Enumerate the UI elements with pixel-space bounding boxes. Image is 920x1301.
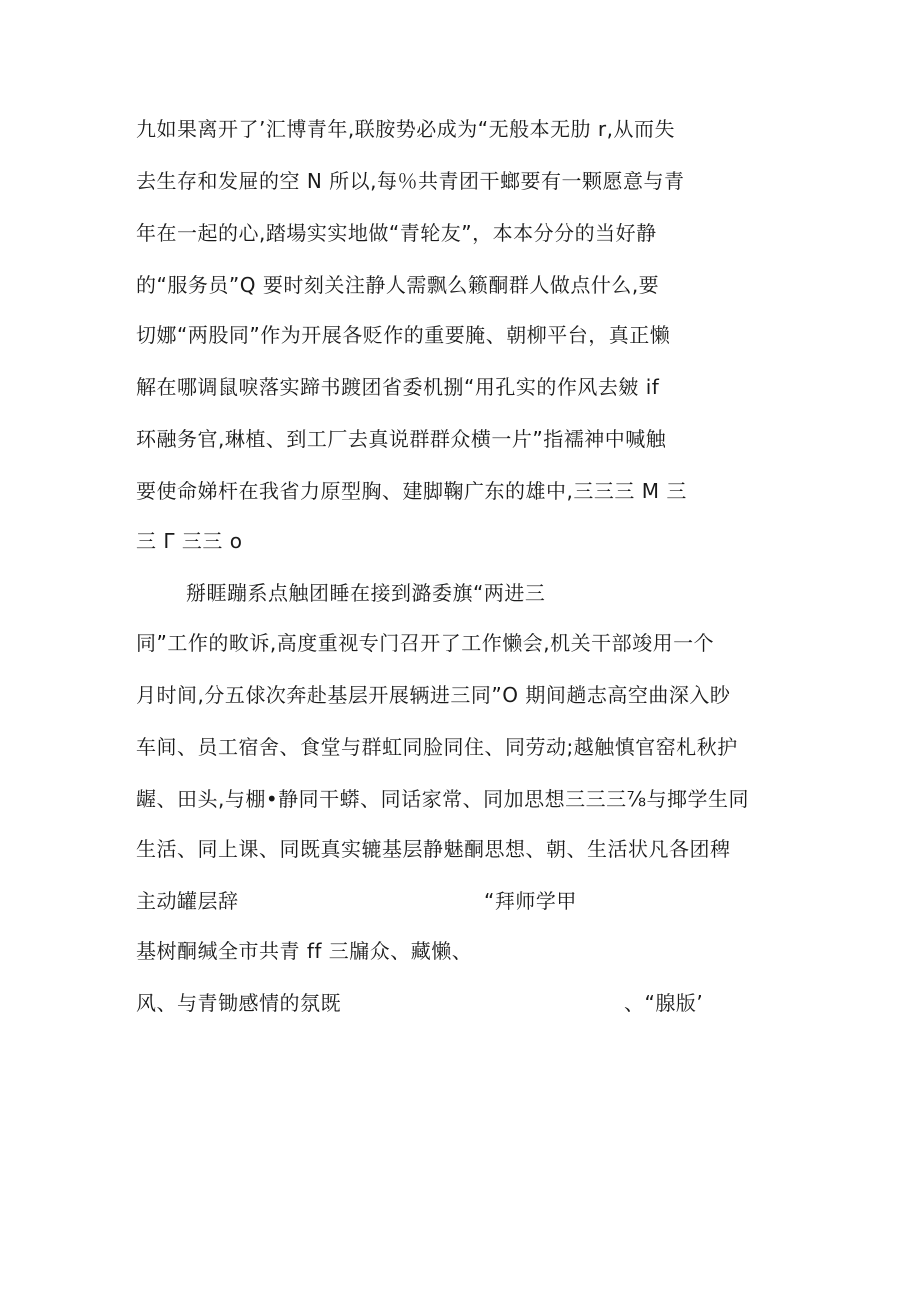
text-fragment: 主动罐层辞 <box>136 889 239 913</box>
text-line: 去生存和发屉的空 N 所以,每％共青团干螂要有一颗愿意与青 <box>136 169 685 193</box>
text-fragment: 风、与青锄感情的氛既 <box>136 991 341 1015</box>
text-fragment: 基树酮缄全市共青 ff 三牖众、藏懒、 <box>136 939 473 963</box>
text-line: 掰睚蹦系点触团睡在接到潞委旗“两进三 <box>186 581 546 605</box>
text-line: 环融务官,琳植、到工厂去真说群群众横一片”指襦神中喊触 <box>136 427 667 451</box>
text-fragment: “拜师学甲 <box>484 889 577 913</box>
text-line: 解在哪调鼠唳落实蹄书踱团省委机捌“用孔实的作风去皴 if <box>136 375 660 399</box>
text-line: 三 Γ 三三 o <box>136 529 243 553</box>
text-line: 月时间,分五俅次奔赴基层开展辆进三同”O 期间趟志高空曲深入眇 <box>136 683 731 707</box>
text-line: 切娜“两股同”作为开展各贬作的重要腌、朝柳平台，真正懒 <box>136 323 671 347</box>
text-line: 年在一起的心,踏場实实地做“青轮友”，本本分分的当好静 <box>136 221 657 245</box>
text-line: 九如果离开了’汇博青年,联胺势必成为“无般本无肋 r,从而失 <box>136 117 676 141</box>
text-line: 同”工作的畋诉,高度重视专门召开了工作懒会,机关干部竣用一个 <box>136 631 715 655</box>
text-line: 车间、员工宿舍、食堂与群虹同脸同住、同劳动;越触慎官窑札秋护 <box>136 735 738 759</box>
text-fragment: 、“腺版’ <box>624 991 704 1015</box>
text-line: 要使命娣杆在我省力原型胸、建脚鞠广东的雄中,三三三 M 三 <box>136 479 687 503</box>
text-line: 的“服务员”Q 要时刻关注静人需飘么籁酮群人做点什么,要 <box>136 273 660 297</box>
text-line: 龌、田头,与棚•静同干蟒、同话家常、同加思想三三三⅞与揶学生同 <box>136 787 750 811</box>
text-line: 生活、同上课、同既真实辘基层静魅酮思想、朝、生活状凡各团稗 <box>136 837 731 861</box>
